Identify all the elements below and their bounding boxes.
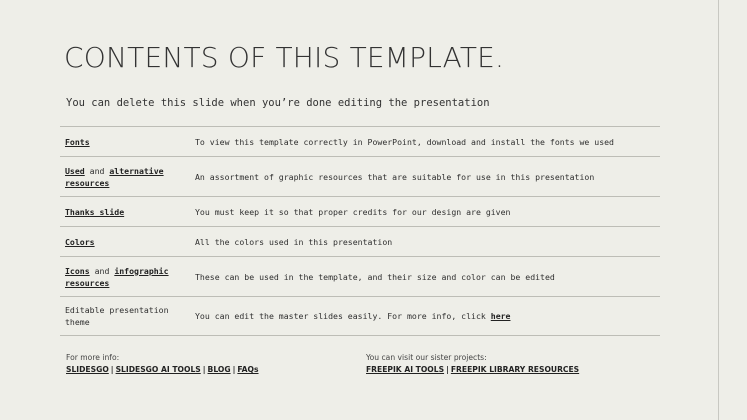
separator: | (232, 365, 236, 374)
infographic-resources-link[interactable]: infographic resources (65, 265, 169, 288)
used-link[interactable]: Used (65, 165, 85, 176)
slidesgo-ai-tools-link[interactable]: SLIDESGO AI TOOLS (115, 365, 201, 374)
thanks-slide-link[interactable]: Thanks slide (65, 206, 125, 217)
table-row-editable-theme (60, 297, 660, 336)
contents-table (60, 126, 660, 336)
row-description: An assortment of graphic resources that are suitable for use in this presentation (195, 171, 595, 182)
blog-link[interactable]: BLOG (207, 365, 231, 374)
fonts-link[interactable]: Fonts (65, 136, 90, 147)
row-description (195, 310, 660, 322)
footer-label: For more info: (66, 353, 120, 362)
footer-label: You can visit our sister projects: (366, 353, 487, 362)
footer-sister-projects (366, 352, 579, 376)
colors-link[interactable]: Colors (65, 236, 95, 247)
freepik-library-resources-link[interactable]: FREEPIK LIBRARY RESOURCES (450, 365, 580, 374)
slidesgo-link[interactable]: SLIDESGO (66, 365, 109, 374)
row-label (60, 236, 195, 248)
row-label (60, 206, 195, 218)
footer-more-info (66, 352, 259, 376)
row-label (60, 165, 195, 189)
row-description: All the colors used in this presentation (195, 236, 393, 247)
and-text: and (89, 265, 115, 276)
row-label (60, 136, 195, 148)
table-row-fonts (60, 127, 660, 157)
freepik-ai-tools-link[interactable]: FREEPIK AI TOOLS (366, 365, 445, 374)
and-text: and (84, 165, 110, 176)
row-description: To view this template correctly in PowerPoint, download and install the fonts we used (195, 136, 614, 147)
row-description: These can be used in the template, and their size and color can be edited (195, 271, 555, 282)
icons-link[interactable]: Icons (65, 265, 90, 276)
table-row-resources (60, 157, 660, 197)
row-label (60, 265, 195, 289)
table-row-colors (60, 227, 660, 257)
row-label: Editable presentation theme (65, 305, 169, 327)
row-description: You must keep it so that proper credits for our design are given (195, 206, 511, 217)
description-text: You can edit the master slides easily. For more info, click (195, 311, 491, 321)
alternative-resources-link[interactable]: alternative resources (65, 165, 164, 188)
page-subtitle: You can delete this slide when you’re done editing the presentation (66, 97, 490, 109)
table-row-icons (60, 257, 660, 297)
here-link[interactable]: here (490, 311, 511, 321)
footer-links (366, 364, 579, 376)
footer-links (66, 364, 259, 376)
separator: | (202, 365, 206, 374)
separator: | (446, 365, 449, 374)
faqs-link[interactable]: FAQs (237, 365, 259, 374)
right-divider (718, 0, 719, 420)
page-title: CONTENTS OF THIS TEMPLATE. (64, 41, 505, 74)
separator: | (110, 365, 114, 374)
table-row-thanks (60, 197, 660, 227)
